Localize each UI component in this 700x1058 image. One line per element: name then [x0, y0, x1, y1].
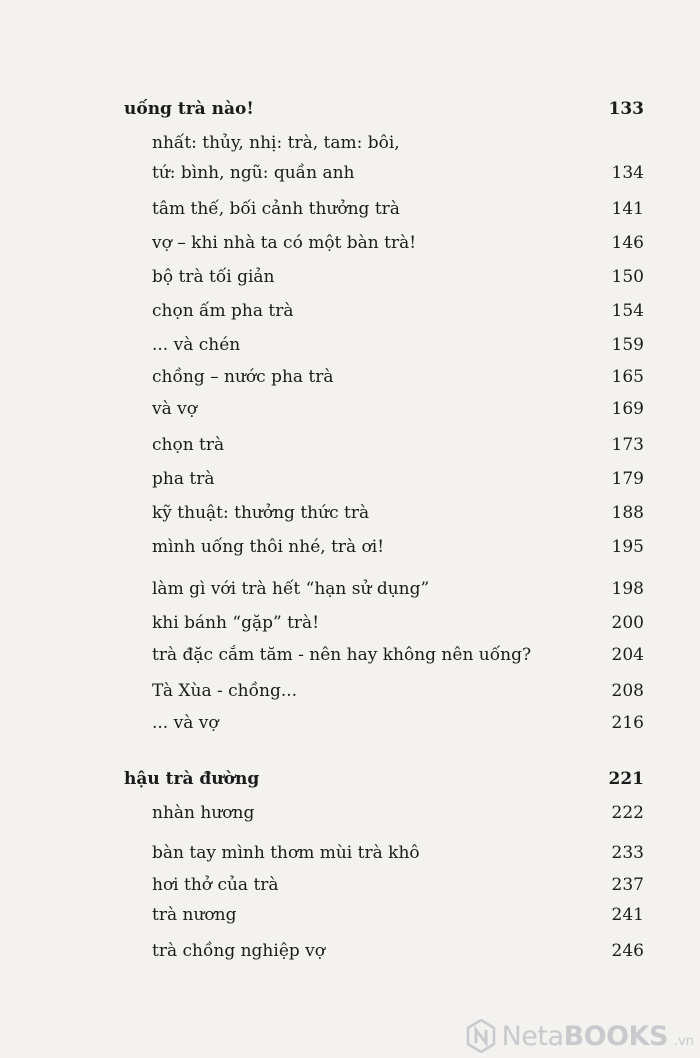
page-number: 146 [611, 233, 644, 253]
toc-entry-row [0, 330, 700, 360]
entry-title: bàn tay mình thơm mùi trà khô [152, 843, 420, 863]
entry-title: trà chồng nghiệp vợ [152, 941, 326, 961]
entry-title: mình uống thôi nhé, trà ơi! [152, 537, 385, 557]
entry-title: pha trà [152, 469, 215, 489]
toc-entry-row [0, 708, 700, 738]
toc-entry-row [0, 574, 700, 604]
toc-entry-row [0, 900, 700, 930]
toc-entry-row [0, 498, 700, 528]
toc-entry-row [0, 464, 700, 494]
page-number: 198 [611, 579, 644, 599]
toc-entry-row [0, 430, 700, 460]
page-number: 237 [611, 875, 644, 895]
entry-title: Tà Xùa - chồng... [152, 681, 298, 701]
entry-title: ... và vợ [152, 713, 219, 733]
toc-entry-row [0, 362, 700, 392]
toc-entry-row [0, 870, 700, 900]
toc-section-row [0, 94, 700, 124]
entry-title: chọn trà [152, 435, 225, 455]
entry-title: và vợ [152, 399, 197, 419]
page-number: 179 [611, 469, 644, 489]
toc-entry-row [0, 128, 700, 158]
section-title: uống trà nào! [124, 99, 254, 119]
toc-entry-row [0, 262, 700, 292]
page-number: 222 [611, 803, 644, 823]
entry-title: ... và chén [152, 335, 241, 355]
entry-title: nhất: thủy, nhị: trà, tam: bôi, [152, 133, 400, 153]
page-number: 246 [611, 941, 644, 961]
page-number: 134 [611, 163, 644, 183]
entry-title: khi bánh “gặp” trà! [152, 613, 320, 633]
toc-entry-row [0, 532, 700, 562]
entry-title: nhàn hương [152, 803, 255, 823]
entry-title: tứ: bình, ngũ: quần anh [152, 163, 355, 183]
toc-entry-row [0, 158, 700, 188]
toc-entry-row [0, 798, 700, 828]
toc-entry-row [0, 936, 700, 966]
entry-title: bộ trà tối giản [152, 267, 275, 287]
entry-title: chồng – nước pha trà [152, 367, 334, 387]
page-number: 154 [611, 301, 644, 321]
entry-title: chọn ấm pha trà [152, 301, 294, 321]
section-title: hậu trà đường [124, 769, 260, 789]
entry-title: làm gì với trà hết “hạn sử dụng” [152, 579, 430, 599]
page-number: 133 [608, 99, 644, 119]
page-number: 173 [611, 435, 644, 455]
entry-title: kỹ thuật: thưởng thức trà [152, 503, 370, 523]
page-number: 159 [611, 335, 644, 355]
entry-title: tâm thế, bối cảnh thưởng trà [152, 199, 400, 219]
page-number: 188 [611, 503, 644, 523]
page-number: 150 [611, 267, 644, 287]
toc-entry-row [0, 640, 700, 670]
toc-entry-row [0, 608, 700, 638]
page-number: 141 [611, 199, 644, 219]
page-number: 208 [611, 681, 644, 701]
page-number: 165 [611, 367, 644, 387]
toc-entry-row [0, 838, 700, 868]
page-number: 221 [608, 769, 644, 789]
toc-entry-row [0, 394, 700, 424]
toc-entry-row [0, 676, 700, 706]
toc-section-row [0, 764, 700, 794]
page-number: 204 [611, 645, 644, 665]
entry-title: vợ – khi nhà ta có một bàn trà! [152, 233, 417, 253]
toc-entry-row [0, 296, 700, 326]
entry-title: hơi thở của trà [152, 875, 279, 895]
watermark-tld: .vn [673, 1033, 694, 1049]
page-number: 216 [611, 713, 644, 733]
entry-title: trà đặc cắm tăm - nên hay không nên uống? [152, 645, 532, 665]
watermark-brand: NetaBOOKS [501, 1020, 668, 1052]
toc-entry-row [0, 228, 700, 258]
page-number: 200 [611, 613, 644, 633]
page-number: 241 [611, 905, 644, 925]
entry-title: trà nương [152, 905, 237, 925]
netabooks-logo-icon [466, 1019, 496, 1053]
watermark [466, 1018, 694, 1054]
page-number: 169 [611, 399, 644, 419]
page-number: 195 [611, 537, 644, 557]
toc-entry-row [0, 194, 700, 224]
page-number: 233 [611, 843, 644, 863]
